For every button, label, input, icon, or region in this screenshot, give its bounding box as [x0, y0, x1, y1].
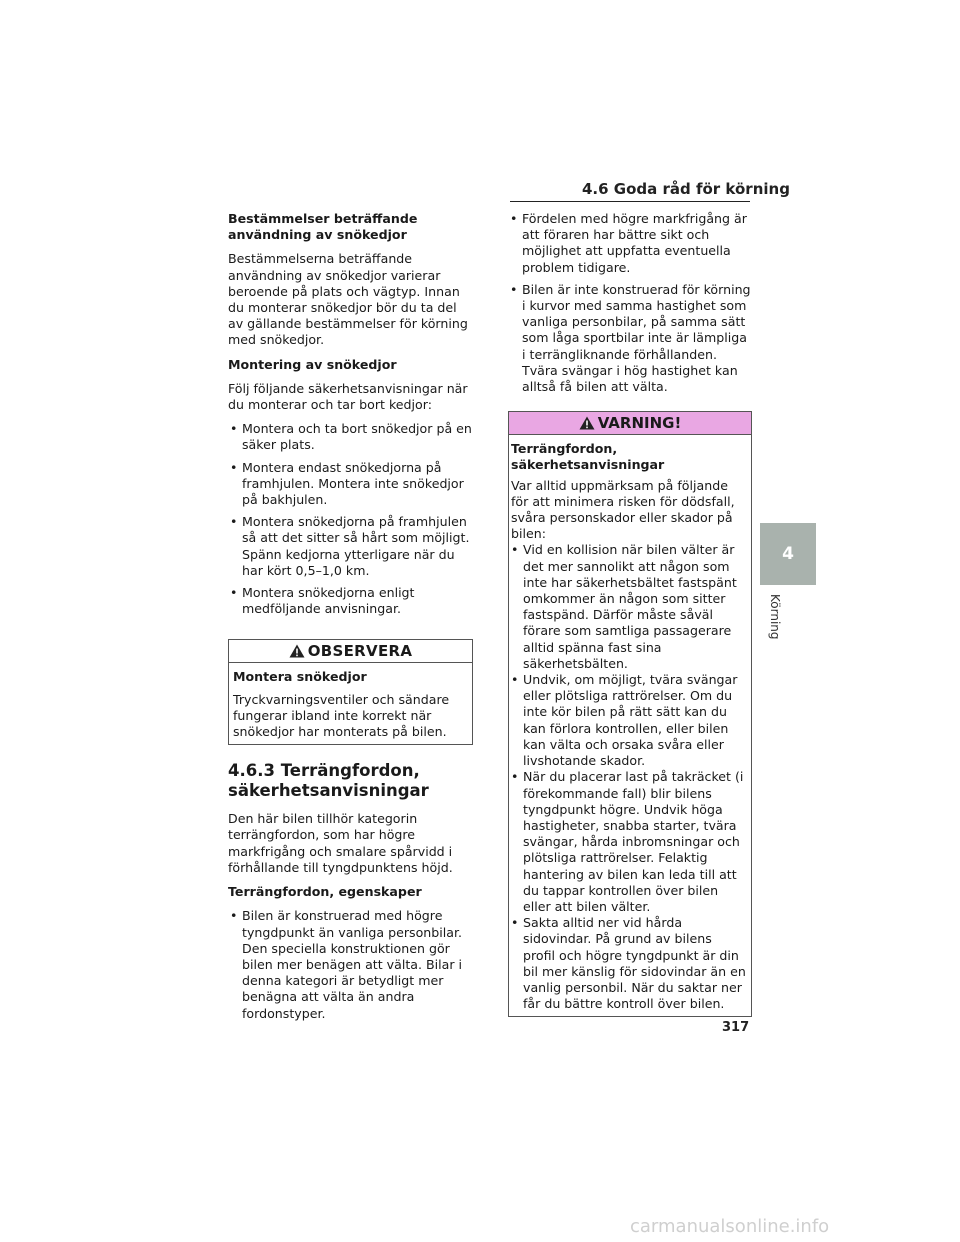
warning-box	[508, 411, 752, 1017]
right-column	[508, 211, 752, 1017]
warning-icon	[289, 644, 305, 658]
list-item: • När du placerar last på takräcket (i förekommande fall) blir bilens tyngdpunkt högre. Undvik höga hastigheter, snabba starter, tvära svängar, hårda inbromsningar och plötsliga rattrörelser. Felaktig hantering av bilen kan leda till att du tappar kontrollen över bilen eller att bilen välter.	[511, 769, 747, 915]
warning-intro: Var alltid uppmärksam på följande för att minimera risken för dödsfall, svåra personskador eller skador på bilen:	[511, 477, 735, 542]
heading-snow-chains-rules: Bestämmelser beträffande användning av snökedjor	[228, 211, 418, 243]
warning-body	[509, 435, 751, 1016]
heading-offroad-properties: Terrängfordon, egenskaper	[228, 884, 422, 900]
list-item: • Bilen är konstruerad med högre tyngdpunkt än vanliga personbilar. Den speciella konstruktionen gör bilen mer benägen att välta. Bilar i denna kategori är betydligt mer benägna att välta än andra fordonstyper.	[228, 908, 473, 1021]
chapter-label: Körning	[768, 594, 782, 640]
observera-label: OBSERVERA	[307, 642, 413, 661]
warning-list	[511, 542, 747, 1012]
offroad-list-continued	[508, 211, 752, 395]
header-rule	[510, 201, 750, 202]
observera-header	[229, 640, 472, 663]
chapter-tab: 4	[760, 523, 816, 585]
paragraph-offroad: Den här bilen tillhör kategorin terrängfordon, som har högre markfrigång och smalare spårvidd i förhållande till tyngdpunktens höjd.	[228, 811, 453, 875]
heading-mounting: Montering av snökedjor	[228, 356, 397, 372]
list-item: • Montera och ta bort snökedjor på en säker plats.	[228, 421, 473, 453]
page-number: 317	[722, 1020, 750, 1035]
list-item: • Montera snökedjorna enligt medföljande anvisningar.	[228, 585, 473, 617]
offroad-list	[228, 908, 473, 1021]
observera-subtitle: Montera snökedjor	[233, 669, 367, 685]
left-column	[228, 211, 473, 1028]
warning-label: VARNING!	[597, 414, 682, 433]
list-item: • Vid en kollision när bilen välter är det mer sannolikt att någon som inte har säkerhetsbältet fastspänt omkommer än någon som sitter fastspänd. Därför måste såväl förare som samtliga passagerare alltid spänna fast sina säkerhetsbälten.	[511, 542, 747, 672]
watermark: carmanualsonline.info	[630, 1216, 830, 1237]
section-title: 4.6.3 Terrängfordon, säkerhetsanvisningar	[228, 761, 429, 801]
list-item: • Montera endast snökedjorna på framhjulen. Montera inte snökedjor på bakhjulen.	[228, 460, 473, 509]
warning-header	[509, 412, 751, 435]
observera-box	[228, 639, 473, 745]
list-item: • Bilen är inte konstruerad för körning i kurvor med samma hastighet som vanliga personbilar, på samma sätt som låga sportbilar inte är lämpliga i terrängliknande förhållanden. Tvära svängar i hög hastighet kan alltså få bilen att välta.	[508, 282, 752, 395]
list-item: • Undvik, om möjligt, tvära svängar eller plötsliga rattrörelser. Om du inte kör bilen på rätt sätt kan du kan förlora kontrollen, eller bilen kan välta och orsaka svåra eller livshotande skador.	[511, 672, 747, 769]
list-item: • Fördelen med högre markfrigång är att föraren har bättre sikt och möjlighet att uppfatta eventuella problem tidigare.	[508, 211, 752, 276]
section-header: 4.6 Goda råd för körning	[582, 180, 790, 198]
paragraph-rules: Bestämmelserna beträffande användning av snökedjor varierar beroende på plats och vägtyp. Innan du monterar snökedjor bör du ta del av gällande bestämmelser för körning med snökedjor.	[228, 251, 468, 348]
list-item: • Montera snökedjorna på framhjulen så att det sitter så hårt som möjligt. Spänn kedjorna ytterligare när du har kört 0,5–1,0 km.	[228, 514, 473, 579]
warning-subtitle: Terrängfordon, säkerhetsanvisningar	[511, 441, 665, 473]
warning-icon	[579, 416, 595, 430]
observera-text: Tryckvarningsventiler och sändare fungerar ibland inte korrekt när snökedjor har monterats på bilen.	[233, 691, 450, 740]
list-item: • Sakta alltid ner vid hårda sidovindar. På grund av bilens profil och högre tyngdpunkt är din bil mer känslig för sidovindar än en vanlig personbil. När du saktar ner får du bättre kontroll över bilen.	[511, 915, 747, 1012]
observera-body	[229, 663, 472, 744]
paragraph-mounting: Följ följande säkerhetsanvisningar när du monterar och tar bort kedjor:	[228, 380, 468, 413]
mounting-list	[228, 421, 473, 617]
